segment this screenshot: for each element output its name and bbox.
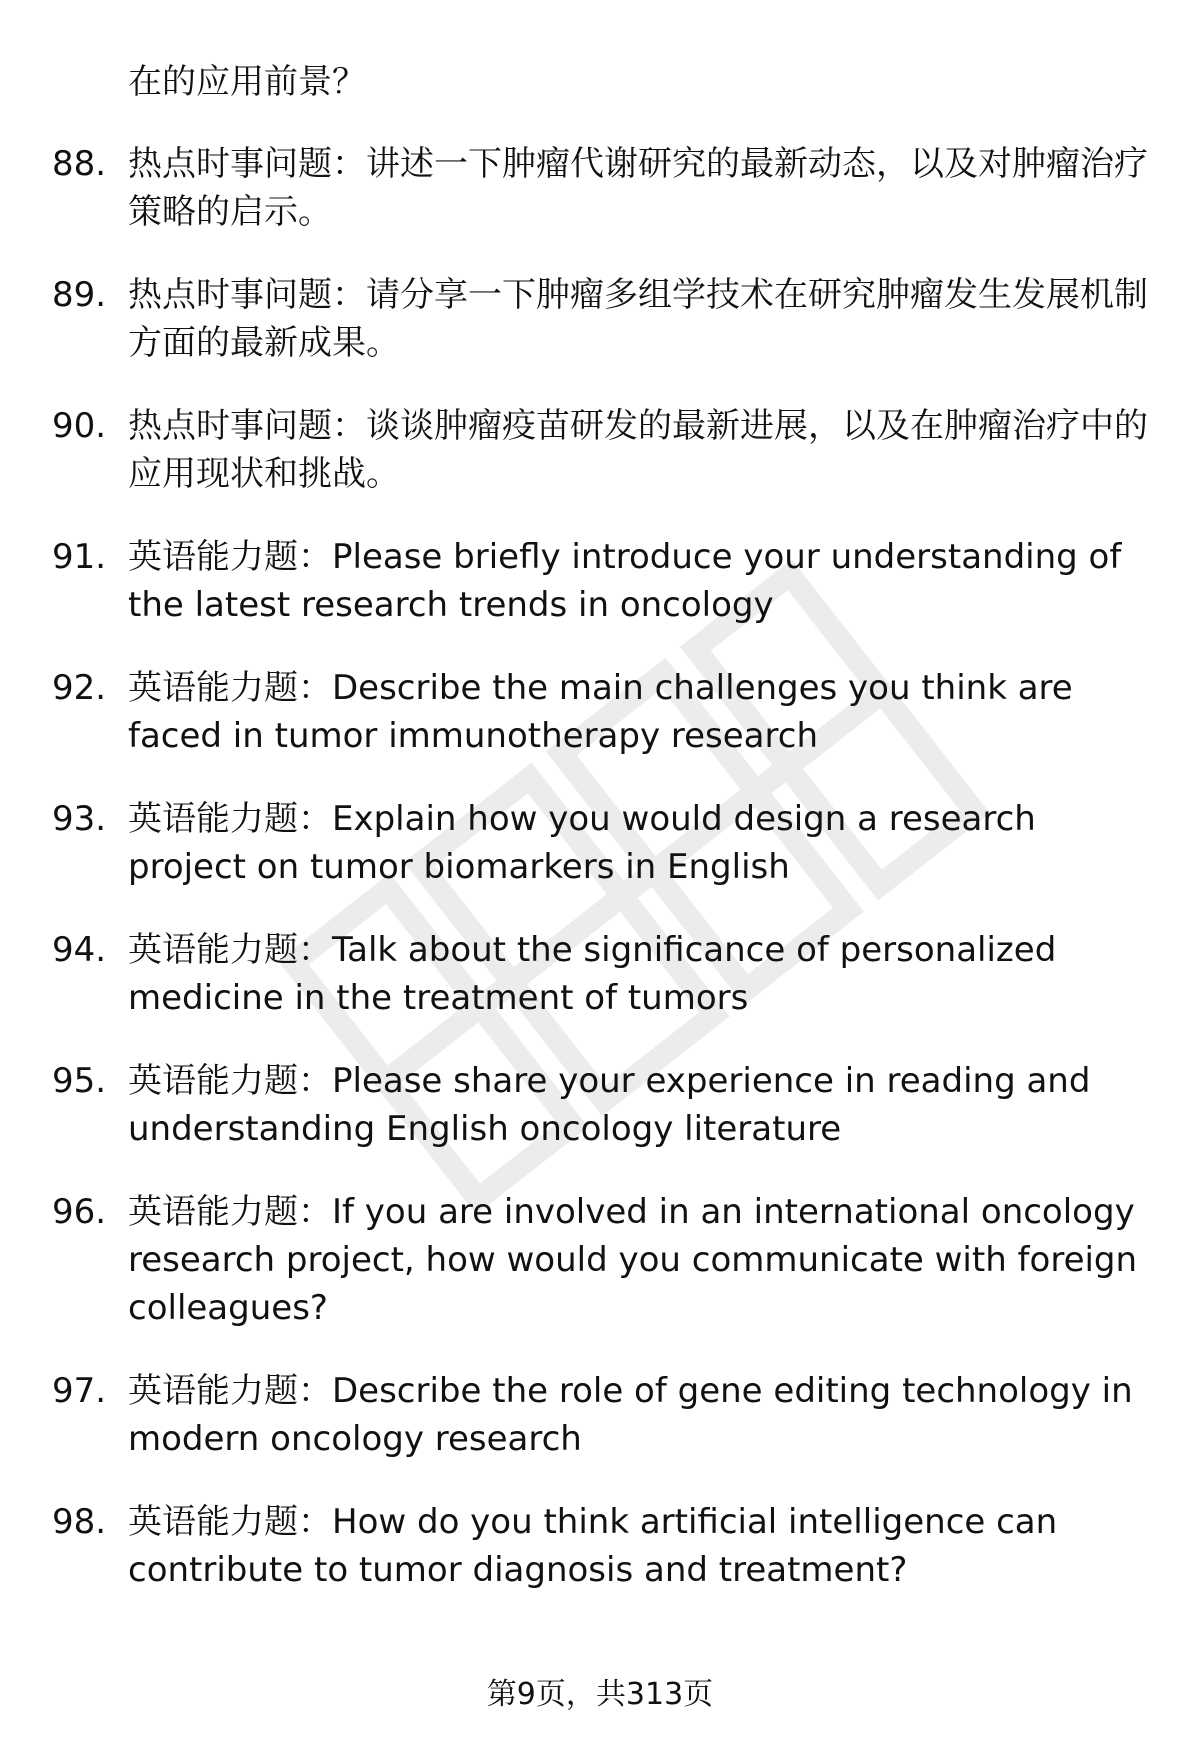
question-item [0,402,1200,498]
question-text: 英语能力题：Describe the role of gene editing technology in modern oncology research [128,1371,1133,1459]
question-text: 热点时事问题：讲述一下肿瘤代谢研究的最新动态，以及对肿瘤治疗策略的启示。 [128,144,1148,232]
question-text: 英语能力题：Talk about the significance of personalized medicine in the treatment of tumors [128,930,1057,1018]
continuation-text: 在的应用前景？ [128,62,366,102]
question-number: 92. [52,668,107,708]
question-text: 热点时事问题：请分享一下肿瘤多组学技术在研究肿瘤发生发展机制方面的最新成果。 [128,275,1148,363]
question-number: 88. [52,144,107,184]
question-item [0,271,1200,367]
question-text: 英语能力题：Please briefly introduce your understanding of the latest research trends in oncology [128,537,1122,625]
question-item [0,926,1200,1022]
question-item [0,1498,1200,1594]
question-text: 英语能力题：If you are involved in an international oncology research project, how would you communicate with foreign colleagues? [128,1192,1138,1328]
question-number: 95. [52,1061,107,1101]
question-item [0,664,1200,760]
question-number: 89. [52,275,107,315]
question-number: 97. [52,1371,107,1411]
question-number: 96. [52,1192,107,1232]
question-text: 英语能力题：Describe the main challenges you think are faced in tumor immunotherapy research [128,668,1073,756]
page-number: 第9页，共313页 [486,1677,714,1712]
question-item [0,795,1200,891]
question-item [0,533,1200,629]
question-number: 91. [52,537,107,577]
question-number: 90. [52,406,107,446]
question-text: 英语能力题：How do you think artificial intelligence can contribute to tumor diagnosis and treatment? [128,1502,1058,1590]
question-text: 英语能力题：Explain how you would design a research project on tumor biomarkers in English [128,799,1036,887]
question-number: 98. [52,1502,107,1542]
question-item [0,1057,1200,1153]
question-number: 94. [52,930,107,970]
question-item [0,1367,1200,1463]
question-list [0,140,1200,1629]
question-item [0,1188,1200,1332]
question-item [0,140,1200,236]
page-footer [0,1675,1200,1715]
question-text: 英语能力题：Please share your experience in reading and understanding English oncology literature [128,1061,1091,1149]
question-text: 热点时事问题：谈谈肿瘤疫苗研发的最新进展，以及在肿瘤治疗中的应用现状和挑战。 [128,406,1148,494]
question-number: 93. [52,799,107,839]
